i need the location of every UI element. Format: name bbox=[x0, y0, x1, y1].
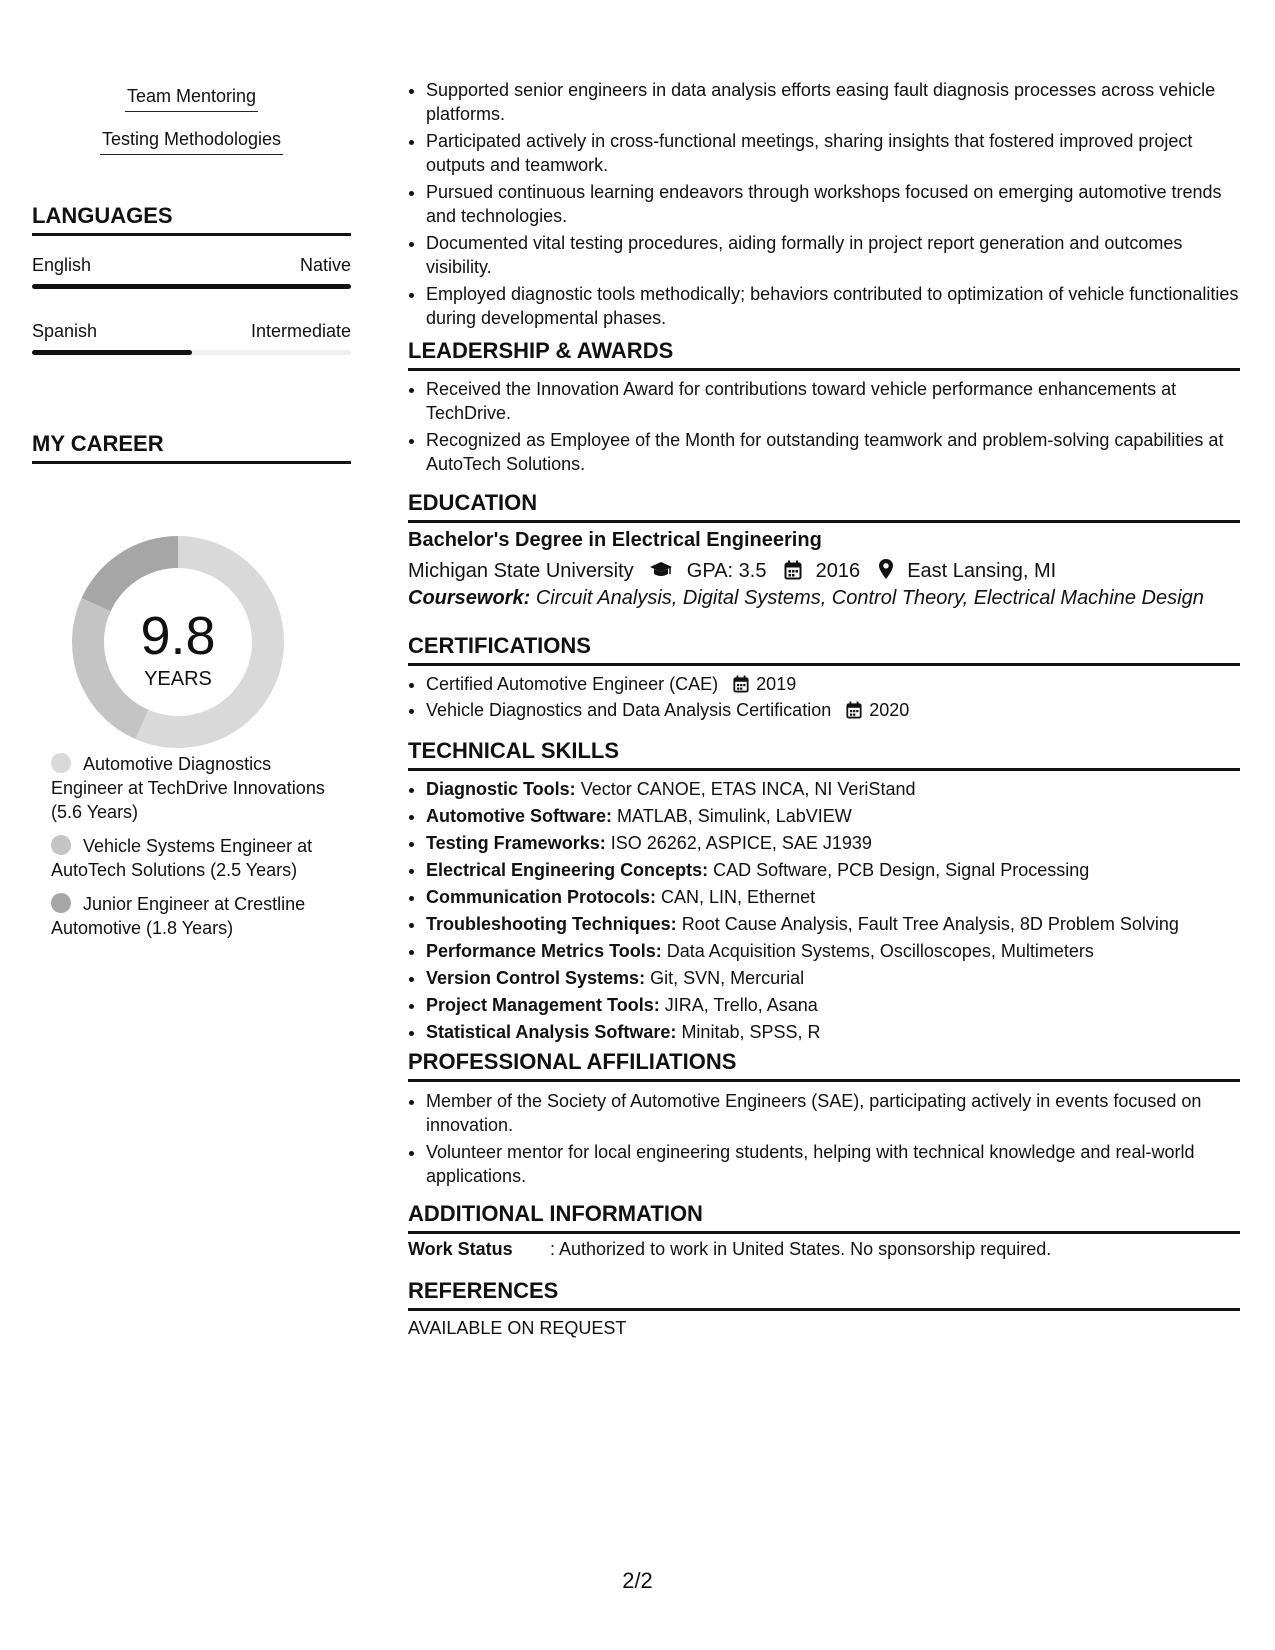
list-item bbox=[426, 671, 1240, 697]
skill-item: • Testing Frameworks: ISO 26262, ASPICE, SAE J1939 bbox=[426, 830, 1240, 857]
language-proficiency-bar bbox=[32, 350, 351, 355]
skill-item: • Troubleshooting Techniques: Root Cause Analysis, Fault Tree Analysis, 8D Problem Solving bbox=[426, 911, 1240, 938]
career-donut-chart bbox=[66, 530, 290, 754]
legend-dot bbox=[51, 753, 71, 773]
skill-item: • Communication Protocols: CAN, LIN, Ethernet bbox=[426, 884, 1240, 911]
calendar-icon bbox=[784, 560, 802, 580]
page-number: 2/2 bbox=[622, 1568, 653, 1593]
certifications-heading: CERTIFICATIONS bbox=[408, 633, 1240, 666]
career-heading: MY CAREER bbox=[32, 431, 351, 464]
career-total-value: 9.8 bbox=[140, 606, 216, 666]
gpa: GPA: 3.5 bbox=[686, 560, 767, 582]
language-level: Intermediate bbox=[250, 321, 351, 341]
coursework-label: Coursework: bbox=[408, 587, 531, 609]
career-legend-item: Automotive Diagnostics Engineer at TechDrive Innovations (5.6 Years) bbox=[51, 754, 325, 822]
work-status-value: : Authorized to work in United States. No sponsorship required. bbox=[550, 1239, 1052, 1259]
calendar-icon bbox=[846, 701, 862, 719]
work-status-row bbox=[408, 1239, 1240, 1260]
list-item: • Supported senior engineers in data analysis efforts easing fault diagnosis processes across vehicle platforms. bbox=[426, 78, 1240, 126]
legend-dot bbox=[51, 893, 71, 913]
technical-skills-list bbox=[408, 776, 1240, 1046]
references-text: AVAILABLE ON REQUEST bbox=[408, 1318, 627, 1338]
education-heading: EDUCATION bbox=[408, 490, 1240, 523]
skill-item: • Performance Metrics Tools: Data Acquisition Systems, Oscilloscopes, Multimeters bbox=[426, 938, 1240, 965]
donut-segment bbox=[72, 598, 148, 739]
certification-year: 2019 bbox=[756, 674, 797, 694]
list-item: • Recognized as Employee of the Month for outstanding teamwork and problem-solving capabilities at AutoTech Solutions. bbox=[426, 428, 1240, 476]
coursework-list: Circuit Analysis, Digital Systems, Control Theory, Electrical Machine Design bbox=[535, 587, 1204, 609]
education-details bbox=[408, 558, 1240, 583]
language-proficiency-fill bbox=[32, 284, 351, 289]
languages-heading: LANGUAGES bbox=[32, 203, 351, 236]
career-legend-item: Vehicle Systems Engineer at AutoTech Solutions (2.5 Years) bbox=[51, 836, 313, 880]
certification-name: Vehicle Diagnostics and Data Analysis Certification bbox=[426, 700, 832, 720]
language-name: English bbox=[32, 255, 92, 275]
school-name: Michigan State University bbox=[408, 560, 634, 582]
list-item: • Pursued continuous learning endeavors through workshops focused on emerging automotive trends and technologies. bbox=[426, 180, 1240, 228]
language-proficiency-bar bbox=[32, 284, 351, 289]
list-item: • Member of the Society of Automotive Engineers (SAE), participating actively in events focused on innovation. bbox=[426, 1089, 1240, 1137]
degree-title: Bachelor's Degree in Electrical Engineering bbox=[408, 529, 822, 551]
map-pin-icon bbox=[878, 558, 894, 580]
donut-segment bbox=[82, 536, 178, 611]
graduation-cap-icon bbox=[649, 560, 673, 580]
leadership-list bbox=[408, 377, 1240, 479]
affiliations-heading: PROFESSIONAL AFFILIATIONS bbox=[408, 1049, 1240, 1082]
list-item: • Volunteer mentor for local engineering students, helping with technical knowledge and real-world applications. bbox=[426, 1140, 1240, 1188]
calendar-icon bbox=[733, 675, 749, 693]
leadership-heading: LEADERSHIP & AWARDS bbox=[408, 338, 1240, 371]
graduation-year: 2016 bbox=[815, 560, 861, 582]
skill-item: • Diagnostic Tools: Vector CANOE, ETAS INCA, NI VeriStand bbox=[426, 776, 1240, 803]
skill-item: • Statistical Analysis Software: Minitab, SPSS, R bbox=[426, 1019, 1240, 1046]
certification-year: 2020 bbox=[869, 700, 910, 720]
coursework bbox=[408, 587, 1240, 610]
additional-info-heading: ADDITIONAL INFORMATION bbox=[408, 1201, 1240, 1234]
skill-tag: Testing Methodologies bbox=[32, 129, 351, 155]
experience-bullet-list bbox=[408, 78, 1240, 333]
career-legend-item: Junior Engineer at Crestline Automotive (1.8 Years) bbox=[51, 894, 306, 938]
certification-name: Certified Automotive Engineer (CAE) bbox=[426, 674, 719, 694]
certifications-list bbox=[408, 671, 1240, 723]
work-status-label: Work Status bbox=[408, 1239, 513, 1259]
technical-skills-heading: TECHNICAL SKILLS bbox=[408, 738, 1240, 771]
language-level: Native bbox=[299, 255, 351, 275]
list-item: • Employed diagnostic tools methodically; behaviors contributed to optimization of vehicle functionalities during developmental phases. bbox=[426, 282, 1240, 330]
location: East Lansing, MI bbox=[907, 560, 1057, 582]
list-item: • Participated actively in cross-functional meetings, sharing insights that fostered improved project outputs and teamwork. bbox=[426, 129, 1240, 177]
language-name: Spanish bbox=[32, 321, 98, 341]
language-row bbox=[32, 255, 351, 276]
affiliations-list bbox=[408, 1089, 1240, 1191]
list-item: • Received the Innovation Award for contributions toward vehicle performance enhancements at TechDrive. bbox=[426, 377, 1240, 425]
language-row bbox=[32, 321, 351, 342]
list-item bbox=[426, 697, 1240, 723]
skill-item: • Automotive Software: MATLAB, Simulink, LabVIEW bbox=[426, 803, 1240, 830]
list-item: • Documented vital testing procedures, aiding formally in project report generation and outcomes visibility. bbox=[426, 231, 1240, 279]
references-heading: REFERENCES bbox=[408, 1278, 1240, 1311]
skill-item: • Electrical Engineering Concepts: CAD Software, PCB Design, Signal Processing bbox=[426, 857, 1240, 884]
skill-tag: Team Mentoring bbox=[32, 86, 351, 112]
legend-dot bbox=[51, 835, 71, 855]
career-total-unit: YEARS bbox=[144, 668, 212, 690]
skill-item: • Project Management Tools: JIRA, Trello, Asana bbox=[426, 992, 1240, 1019]
skill-item: • Version Control Systems: Git, SVN, Mercurial bbox=[426, 965, 1240, 992]
language-proficiency-fill bbox=[32, 350, 192, 355]
